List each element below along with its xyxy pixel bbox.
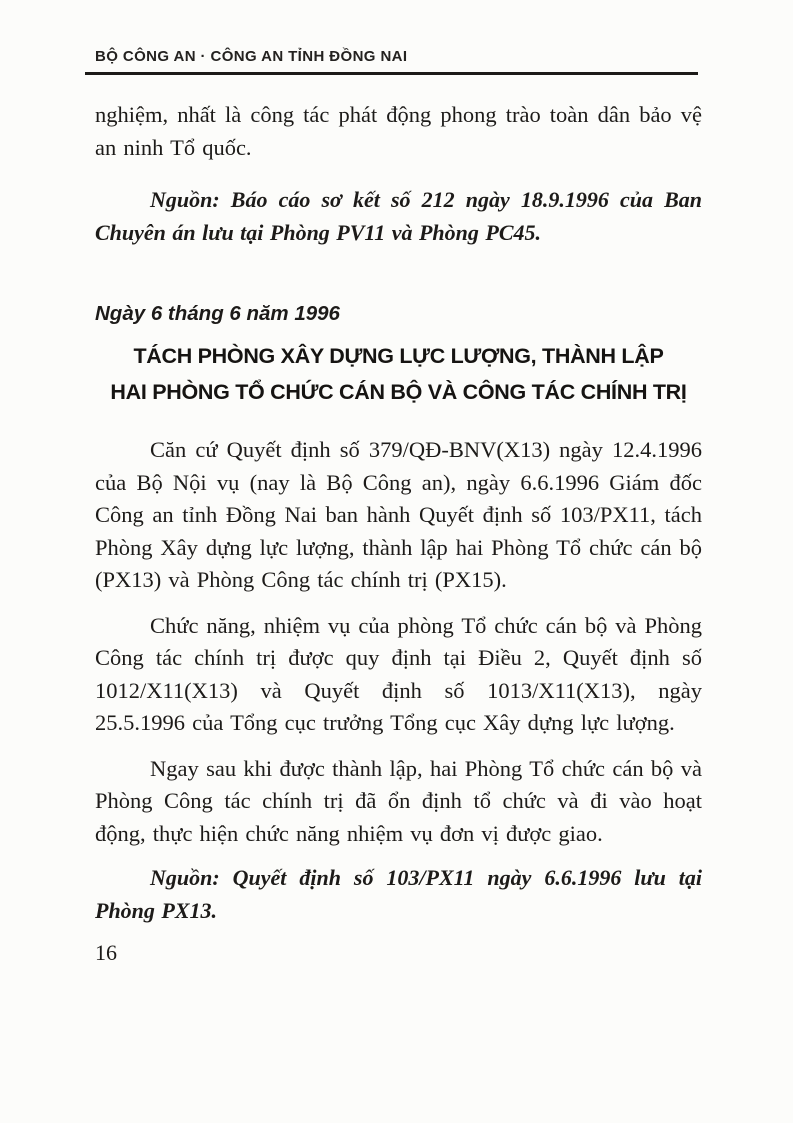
paragraph-continuation: nghiệm, nhất là công tác phát động phong trào toàn dân bảo vệ an ninh Tổ quốc.: [95, 102, 702, 160]
paragraph-2: Chức năng, nhiệm vụ của phòng Tổ chức cán bộ và Phòng Công tác chính trị được quy định tại Điều 2, Quyết định số 1012/X11(X13) và Quyết định số 1013/X11(X13), ngày 25.5.1996 của Tổng cục trưởng Tổng cục Xây dựng lực lượng.: [95, 612, 702, 735]
page-body: [95, 99, 702, 927]
page-number: 16: [95, 940, 117, 965]
entry-title: [95, 338, 702, 410]
page-footer: [95, 940, 702, 966]
running-header: BỘ CÔNG AN · CÔNG AN TỈNH ĐỒNG NAI: [95, 48, 408, 65]
page-header: [95, 48, 702, 75]
entry-title-line-1: TÁCH PHÒNG XÂY DỰNG LỰC LƯỢNG, THÀNH LẬP: [133, 344, 664, 368]
paragraph-1: Căn cứ Quyết định số 379/QĐ-BNV(X13) ngày 12.4.1996 của Bộ Nội vụ (nay là Bộ Công an), ngày 6.6.1996 Giám đốc Công an tỉnh Đồng Nai ban hành Quyết định số 103/PX11, tách Phòng Xây dựng lực lượng, thành lập hai Phòng Tổ chức cán bộ (PX13) và Phòng Công tác chính trị (PX15).: [95, 437, 702, 592]
source-note-2: Nguồn: Quyết định số 103/PX11 ngày 6.6.1996 lưu tại Phòng PX13.: [95, 865, 702, 923]
header-rule: [85, 72, 698, 75]
entry-title-line-2: HAI PHÒNG TỔ CHỨC CÁN BỘ VÀ CÔNG TÁC CHÍNH TRỊ: [110, 380, 687, 404]
entry-date-heading: Ngày 6 tháng 6 năm 1996: [95, 302, 340, 325]
paragraph-3: Ngay sau khi được thành lập, hai Phòng Tổ chức cán bộ và Phòng Công tác chính trị đã ổn định tổ chức và đi vào hoạt động, thực hiện chức năng nhiệm vụ đơn vị được giao.: [95, 755, 702, 846]
source-note-1: Nguồn: Báo cáo sơ kết số 212 ngày 18.9.1996 của Ban Chuyên án lưu tại Phòng PV11 và Phòng PC45.: [95, 187, 702, 245]
